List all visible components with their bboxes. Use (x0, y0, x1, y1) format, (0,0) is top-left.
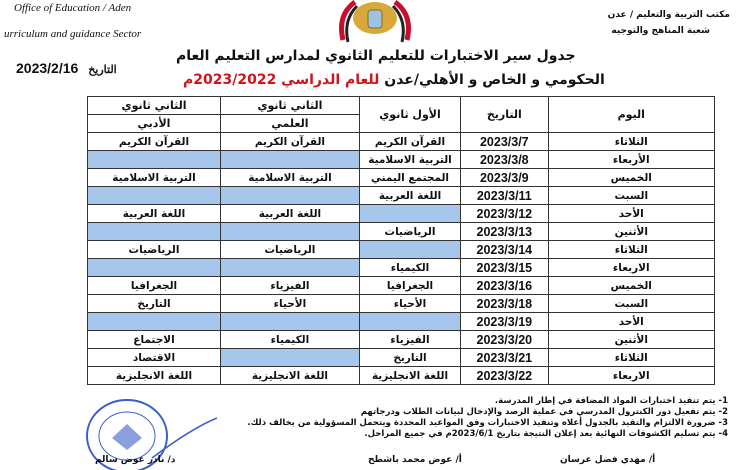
subtitle-year: للعام الدراسي 2023/2022م (183, 72, 380, 88)
date-cell: 2023/3/21 (461, 349, 548, 367)
date-label: التاريخ (88, 64, 117, 76)
literary-cell: التربية الاسلامية (88, 169, 221, 187)
day-cell: الخميس (548, 277, 714, 295)
date-cell: 2023/3/19 (461, 313, 548, 331)
literary-cell (88, 259, 221, 277)
date-cell: 2023/3/13 (461, 223, 548, 241)
scientific-cell: اللغة العربية (220, 205, 359, 223)
day-cell: الخميس (548, 169, 714, 187)
note-item: 4- يتم تسليم الكشوفات النهائية بعد إعلان النتيجة بتاريخ 2023/6/1م في جميع المراحل. (364, 429, 728, 439)
date-cell: 2023/3/18 (461, 295, 548, 313)
header-second-scientific: الثاني ثانوي (220, 97, 359, 115)
day-cell: السبت (548, 295, 714, 313)
scientific-cell: القرآن الكريم (220, 133, 359, 151)
day-cell: الثلاثاء (548, 349, 714, 367)
first-secondary-cell (359, 241, 460, 259)
first-secondary-cell: المجتمع اليمني (359, 169, 460, 187)
first-secondary-cell: الرياضيات (359, 223, 460, 241)
table-row (88, 295, 715, 313)
date-cell: 2023/3/9 (461, 169, 548, 187)
signature-2: أ/ عوض محمد باشطح (368, 455, 462, 465)
first-secondary-cell: القرآن الكريم (359, 133, 460, 151)
table-row (88, 151, 715, 169)
literary-cell: القرآن الكريم (88, 133, 221, 151)
header-literary-branch: الأدبي (88, 115, 221, 133)
table-row (88, 205, 715, 223)
first-secondary-cell: الجغرافيا (359, 277, 460, 295)
scientific-cell (220, 151, 359, 169)
table-row (88, 241, 715, 259)
subtitle-schools: الحكومي و الخاص و الأهلي/عدن (384, 72, 605, 88)
scientific-cell: الفيزياء (220, 277, 359, 295)
note-item: 2- يتم تفعيل دور الكنترول المدرسي في عملية الرصد والإدخال لبيانات الطلاب ودرجاتهم (360, 407, 728, 417)
header-scientific-branch: العلمي (220, 115, 359, 133)
signature-3: د/ نادر عوض سالم (95, 455, 176, 465)
scientific-cell: اللغة الانجليزية (220, 367, 359, 385)
date-cell: 2023/3/8 (461, 151, 548, 169)
header-first-secondary: الأول ثانوي (359, 97, 460, 133)
day-cell: الثلاثاء (548, 241, 714, 259)
date-cell: 2023/3/16 (461, 277, 548, 295)
date-cell: 2023/3/20 (461, 331, 548, 349)
day-cell: الأحد (548, 205, 714, 223)
date-cell: 2023/3/22 (461, 367, 548, 385)
literary-cell: الاجتماع (88, 331, 221, 349)
literary-cell: الرياضيات (88, 241, 221, 259)
note-item: 3- ضرورة الالتزام والتقيد بالجدول أعلاه وتنفيذ الاختبارات وفق المواعيد المحددة ويتحمل المسؤولية من يخالف ذلك. (247, 418, 728, 428)
date-cell: 2023/3/12 (461, 205, 548, 223)
scientific-cell (220, 187, 359, 205)
document-date (16, 60, 117, 76)
table-row (88, 259, 715, 277)
table-row (88, 349, 715, 367)
header-date: التاريخ (461, 97, 548, 133)
literary-cell: الجغرافيا (88, 277, 221, 295)
table-row (88, 133, 715, 151)
notes-list (247, 396, 728, 440)
literary-cell (88, 151, 221, 169)
arabic-office-name: مكتب التربية والتعليم / عدن (607, 10, 730, 20)
scientific-cell (220, 259, 359, 277)
date-cell: 2023/3/14 (461, 241, 548, 259)
table-row (88, 367, 715, 385)
literary-cell (88, 313, 221, 331)
first-secondary-cell: التاريخ (359, 349, 460, 367)
date-cell: 2023/3/7 (461, 133, 548, 151)
english-office-name: Office of Education / Aden (14, 2, 132, 14)
first-secondary-cell: الكيمياء (359, 259, 460, 277)
scientific-cell (220, 313, 359, 331)
table-row (88, 313, 715, 331)
first-secondary-cell: الأحياء (359, 295, 460, 313)
day-cell: الأثنين (548, 223, 714, 241)
exam-schedule-table (87, 96, 715, 385)
scientific-cell: التربية الاسلامية (220, 169, 359, 187)
first-secondary-cell: اللغة العربية (359, 187, 460, 205)
scientific-cell: الرياضيات (220, 241, 359, 259)
scientific-cell: الأحياء (220, 295, 359, 313)
scientific-cell: الكيمياء (220, 331, 359, 349)
day-cell: الاربعاء (548, 367, 714, 385)
table-row (88, 331, 715, 349)
scientific-cell (220, 349, 359, 367)
literary-cell: التاريخ (88, 295, 221, 313)
literary-cell: الاقتصاد (88, 349, 221, 367)
table-row (88, 169, 715, 187)
note-item: 1- يتم تنفيذ اختبارات المواد المضافة في إطار المدرسة. (494, 396, 728, 406)
first-secondary-cell: الفيزياء (359, 331, 460, 349)
table-row (88, 277, 715, 295)
day-cell: الاربعاء (548, 259, 714, 277)
signature-1: أ/ مهدي فضل عرسان (560, 455, 656, 465)
first-secondary-cell: اللغة الانجليزية (359, 367, 460, 385)
date-cell: 2023/3/15 (461, 259, 548, 277)
literary-cell: اللغة العربية (88, 205, 221, 223)
date-value: 2023/2/16 (16, 60, 79, 76)
document-title: جدول سير الاختبارات للتعليم الثانوي لمدارس التعليم العام (176, 48, 576, 64)
day-cell: الأربعاء (548, 151, 714, 169)
first-secondary-cell: التربية الاسلامية (359, 151, 460, 169)
literary-cell: اللغة الانجليزية (88, 367, 221, 385)
day-cell: الأحد (548, 313, 714, 331)
first-secondary-cell (359, 313, 460, 331)
header-day: اليوم (548, 97, 714, 133)
scientific-cell (220, 223, 359, 241)
arabic-sector-name: شعبة المناهج والتوجيه (611, 26, 710, 36)
yemen-emblem-logo (335, 0, 415, 45)
english-sector-name: urriculum and guidance Sector (4, 28, 142, 40)
date-cell: 2023/3/11 (461, 187, 548, 205)
header-second-literary: الثاني ثانوي (88, 97, 221, 115)
day-cell: الأثنين (548, 331, 714, 349)
table-row (88, 187, 715, 205)
first-secondary-cell (359, 205, 460, 223)
day-cell: الثلاثاء (548, 133, 714, 151)
literary-cell (88, 223, 221, 241)
day-cell: السبت (548, 187, 714, 205)
literary-cell (88, 187, 221, 205)
table-row (88, 223, 715, 241)
